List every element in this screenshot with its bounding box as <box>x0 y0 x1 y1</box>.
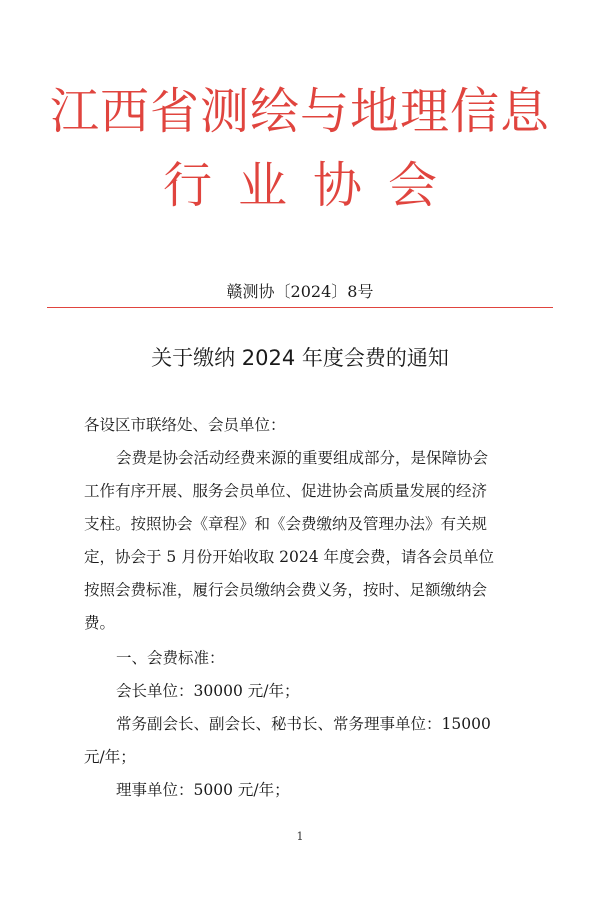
body-line: 费。 <box>84 614 116 632</box>
fee-item: 会长单位：30000 元/年； <box>116 682 300 700</box>
body-line: 会费是协会活动经费来源的重要组成部分，是保障协会 <box>116 449 489 467</box>
notice-title: 关于缴纳 2024 年度会费的通知 <box>151 346 449 370</box>
body-line: 工作有序开展、服务会员单位、促进协会高质量发展的经济 <box>84 482 488 500</box>
section-heading: 一、会费标准： <box>116 649 225 667</box>
org-name-line-1: 江西省测绘与地理信息 <box>49 83 550 140</box>
fee-item-continued: 元/年； <box>84 748 136 766</box>
fee-item: 常务副会长、副会长、秘书长、常务理事单位：15000 <box>116 715 491 733</box>
red-divider <box>47 307 553 308</box>
salutation: 各设区市联络处、会员单位： <box>84 416 286 434</box>
body-line: 支柱。按照协会《章程》和《会费缴纳及管理办法》有关规 <box>84 515 488 533</box>
fee-item: 理事单位：5000 元/年； <box>116 781 290 799</box>
body-line: 按照会费标准，履行会员缴纳会费义务，按时、足额缴纳会 <box>84 581 488 599</box>
page-number: 1 <box>296 830 304 843</box>
org-name-line-2: 行业协会 <box>162 157 463 214</box>
body-line: 定，协会于 5 月份开始收取 2024 年度会费，请各会员单位 <box>84 548 495 566</box>
document-number: 赣测协〔2024〕8号 <box>226 282 374 301</box>
